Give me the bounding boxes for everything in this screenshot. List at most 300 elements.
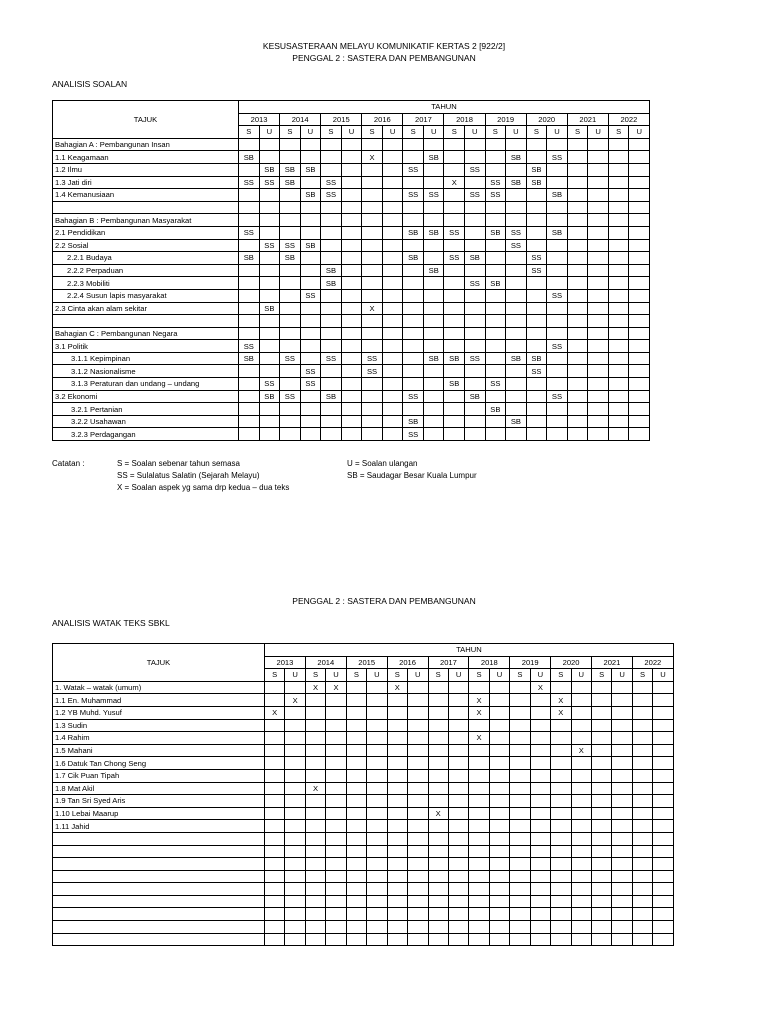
table-cell <box>362 378 383 391</box>
table-cell <box>465 327 486 340</box>
table-cell <box>428 845 448 858</box>
table-cell <box>506 163 527 176</box>
table-cell <box>341 226 362 239</box>
table-cell <box>588 226 609 239</box>
table-cell <box>285 807 305 820</box>
table-cell <box>551 744 571 757</box>
table-cell <box>526 302 547 315</box>
table-cell: SS <box>280 239 301 252</box>
table-cell <box>632 895 652 908</box>
table-cell <box>526 214 547 227</box>
table-cell: SB <box>465 252 486 265</box>
table-cell <box>346 820 366 833</box>
table-cell <box>530 769 550 782</box>
table-row <box>53 706 674 719</box>
table-cell <box>280 365 301 378</box>
table-cell <box>423 138 444 151</box>
table-cell <box>469 858 489 871</box>
section2-heading: ANALISIS WATAK TEKS SBKL <box>52 618 170 628</box>
row-label <box>53 845 265 858</box>
table-cell <box>387 895 407 908</box>
table-cell <box>387 719 407 732</box>
table-cell <box>530 883 550 896</box>
table-cell <box>423 163 444 176</box>
table-cell <box>428 795 448 808</box>
table-cell <box>506 302 527 315</box>
table-cell <box>653 832 673 845</box>
table-cell: SS <box>547 390 568 403</box>
row-label: 1. Watak – watak (umum) <box>53 681 265 694</box>
table-cell <box>571 858 591 871</box>
table-cell <box>448 845 468 858</box>
table-cell <box>629 365 650 378</box>
table-cell <box>367 870 387 883</box>
section1-heading: ANALISIS SOALAN <box>52 79 128 89</box>
table-cell: X <box>362 302 383 315</box>
row-label: 2.2 Sosial <box>53 239 239 252</box>
table-cell <box>280 138 301 151</box>
table-cell <box>567 365 588 378</box>
table-cell: X <box>305 782 325 795</box>
table-cell <box>280 415 301 428</box>
year-2020: 2020 <box>526 113 567 126</box>
row-label: Bahagian B : Pembangunan Masyarakat <box>53 214 239 227</box>
table-cell <box>403 378 424 391</box>
table-cell <box>469 719 489 732</box>
table-cell <box>530 744 550 757</box>
table-cell <box>588 340 609 353</box>
table-cell <box>265 858 285 871</box>
table-cell <box>305 933 325 946</box>
table-cell <box>387 769 407 782</box>
table-cell <box>362 403 383 416</box>
table-cell: SS <box>465 163 486 176</box>
table-cell <box>382 163 403 176</box>
table-cell <box>567 277 588 290</box>
table-cell: SS <box>321 176 342 189</box>
table-cell <box>321 163 342 176</box>
table-cell: SS <box>465 277 486 290</box>
row-label: 1.10 Lebai Maarup <box>53 807 265 820</box>
table-cell <box>588 315 609 328</box>
table-cell: SB <box>506 352 527 365</box>
table-cell: SS <box>403 428 424 441</box>
table-cell <box>632 681 652 694</box>
table-cell <box>382 378 403 391</box>
table-cell <box>367 719 387 732</box>
table-cell <box>362 189 383 202</box>
year-2013: 2013 <box>239 113 280 126</box>
table-cell <box>592 858 612 871</box>
table-cell <box>239 201 260 214</box>
table-cell <box>408 807 428 820</box>
table-cell <box>632 769 652 782</box>
table-cell: SS <box>300 289 321 302</box>
table-cell <box>444 327 465 340</box>
table-cell <box>300 138 321 151</box>
table-cell <box>506 264 527 277</box>
table-cell <box>588 277 609 290</box>
table-cell <box>403 365 424 378</box>
row-label: 1.6 Datuk Tan Chong Seng <box>53 757 265 770</box>
table-cell <box>444 214 465 227</box>
table-cell <box>341 277 362 290</box>
table-cell <box>326 845 346 858</box>
table-cell <box>408 757 428 770</box>
table-cell <box>469 895 489 908</box>
table-cell <box>423 415 444 428</box>
table-cell <box>300 226 321 239</box>
table-cell <box>387 933 407 946</box>
table-cell <box>629 428 650 441</box>
row-label <box>53 832 265 845</box>
table-cell <box>280 289 301 302</box>
table-cell <box>305 732 325 745</box>
table-cell <box>367 732 387 745</box>
col-s: S <box>485 126 506 139</box>
table-cell <box>285 681 305 694</box>
table-cell <box>506 277 527 290</box>
table-cell <box>428 895 448 908</box>
table-cell <box>653 908 673 921</box>
table-cell <box>408 795 428 808</box>
table-row <box>53 694 674 707</box>
table-cell <box>571 845 591 858</box>
table-cell <box>489 757 509 770</box>
table-cell <box>530 706 550 719</box>
table-cell <box>408 845 428 858</box>
table-cell <box>326 933 346 946</box>
table-cell: SS <box>239 176 260 189</box>
table-cell <box>346 694 366 707</box>
table-cell <box>485 365 506 378</box>
table-cell <box>551 732 571 745</box>
table-cell <box>571 706 591 719</box>
table-cell <box>265 782 285 795</box>
table-cell <box>653 732 673 745</box>
col-s: S <box>280 126 301 139</box>
topic-header: TAJUK <box>53 101 239 139</box>
table-cell: SS <box>465 189 486 202</box>
table-cell <box>469 845 489 858</box>
table-cell <box>382 252 403 265</box>
col-u: U <box>629 126 650 139</box>
table-row <box>53 315 650 328</box>
table-cell <box>506 289 527 302</box>
table-cell <box>506 214 527 227</box>
col-s: S <box>346 669 366 682</box>
year-2018: 2018 <box>444 113 485 126</box>
table-cell <box>465 239 486 252</box>
table-cell <box>567 264 588 277</box>
table-cell <box>403 340 424 353</box>
table-cell <box>489 908 509 921</box>
year-2014: 2014 <box>305 656 346 669</box>
table-cell <box>530 832 550 845</box>
table-cell: X <box>387 681 407 694</box>
table-cell <box>510 921 530 934</box>
row-label <box>53 201 239 214</box>
year-2022: 2022 <box>608 113 649 126</box>
table-cell <box>485 302 506 315</box>
table-cell <box>346 832 366 845</box>
table-row <box>53 138 650 151</box>
table-row <box>53 378 650 391</box>
table-cell <box>305 706 325 719</box>
table-cell <box>510 782 530 795</box>
table-cell <box>285 908 305 921</box>
table-cell <box>629 252 650 265</box>
table-cell <box>448 870 468 883</box>
table-cell <box>321 289 342 302</box>
table-cell <box>526 428 547 441</box>
table-cell: SS <box>403 163 424 176</box>
table-cell: SB <box>444 352 465 365</box>
table-cell <box>423 403 444 416</box>
row-label: 3.2.3 Perdagangan <box>53 428 239 441</box>
table-cell <box>362 340 383 353</box>
table-cell <box>265 694 285 707</box>
table-cell <box>551 858 571 871</box>
row-label: 1.3 Jati diri <box>53 176 239 189</box>
table-cell <box>300 302 321 315</box>
table-cell <box>567 176 588 189</box>
section2-subtitle: PENGGAL 2 : SASTERA DAN PEMBANGUNAN <box>292 596 476 606</box>
table-cell <box>571 769 591 782</box>
table-cell <box>592 757 612 770</box>
table-cell <box>547 214 568 227</box>
table-cell <box>382 151 403 164</box>
table-cell <box>300 428 321 441</box>
table-cell <box>403 277 424 290</box>
table-cell <box>588 252 609 265</box>
table-cell <box>632 694 652 707</box>
table-row <box>53 807 674 820</box>
table-cell <box>653 782 673 795</box>
table-cell <box>571 719 591 732</box>
table-cell <box>326 870 346 883</box>
table-cell <box>632 921 652 934</box>
table-cell <box>629 289 650 302</box>
table-cell <box>547 163 568 176</box>
table-cell <box>305 895 325 908</box>
table-cell <box>567 214 588 227</box>
table-cell <box>362 176 383 189</box>
table-cell <box>506 252 527 265</box>
table-cell <box>285 820 305 833</box>
col-s: S <box>592 669 612 682</box>
table-cell <box>448 719 468 732</box>
table-cell <box>510 933 530 946</box>
table-cell <box>280 302 301 315</box>
table-cell <box>608 302 629 315</box>
table-row <box>53 163 650 176</box>
table-cell <box>489 706 509 719</box>
table-cell <box>608 365 629 378</box>
table-cell <box>489 883 509 896</box>
table-cell: SB <box>423 352 444 365</box>
table-cell <box>403 176 424 189</box>
table-cell <box>608 390 629 403</box>
table-cell <box>588 214 609 227</box>
table-cell <box>629 176 650 189</box>
table-cell <box>608 239 629 252</box>
table-cell <box>280 378 301 391</box>
table-cell <box>632 706 652 719</box>
table-cell <box>551 870 571 883</box>
table-cell <box>280 340 301 353</box>
table-cell <box>485 151 506 164</box>
table-cell <box>321 378 342 391</box>
table-cell <box>653 681 673 694</box>
table-cell <box>265 769 285 782</box>
table-cell <box>510 807 530 820</box>
table-cell <box>428 933 448 946</box>
table-cell <box>629 226 650 239</box>
col-u: U <box>259 126 280 139</box>
table-cell <box>551 782 571 795</box>
table-cell: SB <box>321 390 342 403</box>
table-cell <box>305 744 325 757</box>
row-label: 1.1 Keagamaan <box>53 151 239 164</box>
table-cell <box>465 138 486 151</box>
table-row <box>53 340 650 353</box>
table-cell <box>526 340 547 353</box>
table-cell <box>489 681 509 694</box>
table-cell <box>567 428 588 441</box>
table-cell <box>346 921 366 934</box>
table-cell <box>408 933 428 946</box>
table-cell <box>608 352 629 365</box>
table-cell <box>489 895 509 908</box>
table-cell <box>608 289 629 302</box>
table-cell <box>367 807 387 820</box>
table-cell <box>526 315 547 328</box>
table-cell: SB <box>465 390 486 403</box>
table-cell <box>341 138 362 151</box>
table-cell <box>326 908 346 921</box>
table-cell <box>403 403 424 416</box>
table-cell <box>592 681 612 694</box>
table-cell <box>506 378 527 391</box>
table-cell <box>612 706 632 719</box>
table-cell <box>285 769 305 782</box>
table-cell <box>285 719 305 732</box>
table-cell <box>428 870 448 883</box>
table-cell <box>265 820 285 833</box>
table-cell <box>448 895 468 908</box>
table-cell <box>321 315 342 328</box>
row-label: Bahagian A : Pembangunan Insan <box>53 138 239 151</box>
table-cell <box>367 845 387 858</box>
table-cell <box>612 921 632 934</box>
table-cell <box>428 681 448 694</box>
table-cell <box>612 870 632 883</box>
table-cell <box>485 252 506 265</box>
table-cell <box>300 352 321 365</box>
table-cell <box>367 795 387 808</box>
col-s: S <box>265 669 285 682</box>
table-cell <box>530 757 550 770</box>
table-cell <box>428 757 448 770</box>
table-cell <box>448 744 468 757</box>
table-cell <box>485 214 506 227</box>
table-cell <box>259 214 280 227</box>
table-cell <box>346 883 366 896</box>
table-cell: X <box>362 151 383 164</box>
table-cell: SS <box>259 378 280 391</box>
table-cell <box>387 694 407 707</box>
table-cell <box>588 201 609 214</box>
year-2020: 2020 <box>551 656 592 669</box>
table-cell <box>571 883 591 896</box>
table-cell <box>239 365 260 378</box>
row-label: 1.11 Jahid <box>53 820 265 833</box>
table-cell: SB <box>403 252 424 265</box>
table-cell <box>592 921 612 934</box>
table-cell <box>300 252 321 265</box>
table-cell <box>428 732 448 745</box>
table-cell <box>510 795 530 808</box>
table-cell <box>362 428 383 441</box>
table-cell <box>403 302 424 315</box>
table-cell <box>612 858 632 871</box>
table-cell <box>265 832 285 845</box>
table-cell <box>506 428 527 441</box>
table-cell <box>346 782 366 795</box>
table-cell <box>321 340 342 353</box>
note-sb: SB = Saudagar Besar Kuala Lumpur <box>347 471 477 480</box>
table-cell: SS <box>362 365 383 378</box>
table-cell <box>300 214 321 227</box>
table-cell <box>510 694 530 707</box>
table-cell: SB <box>300 163 321 176</box>
year-2022: 2022 <box>632 656 673 669</box>
table-cell <box>300 403 321 416</box>
table-cell <box>428 858 448 871</box>
table-cell <box>448 921 468 934</box>
table-cell <box>408 908 428 921</box>
table-cell: SB <box>506 415 527 428</box>
note-s: S = Soalan sebenar tahun semasa <box>117 459 240 468</box>
table-cell <box>592 694 612 707</box>
table-row <box>53 239 650 252</box>
table-cell <box>300 390 321 403</box>
table-cell <box>444 264 465 277</box>
table-cell <box>506 315 527 328</box>
table-cell <box>608 403 629 416</box>
row-label: Bahagian C : Pembangunan Negara <box>53 327 239 340</box>
table-cell <box>551 719 571 732</box>
table-cell <box>526 277 547 290</box>
table-cell <box>341 264 362 277</box>
table-cell <box>428 782 448 795</box>
table-cell <box>300 340 321 353</box>
table-cell <box>280 151 301 164</box>
table-cell <box>632 858 652 871</box>
table-cell <box>592 795 612 808</box>
table-cell <box>265 908 285 921</box>
table-cell <box>551 757 571 770</box>
table-cell: SB <box>259 390 280 403</box>
table-cell <box>280 201 301 214</box>
table-cell <box>567 378 588 391</box>
table-cell <box>629 403 650 416</box>
table-cell <box>629 214 650 227</box>
table-cell <box>526 201 547 214</box>
table-row <box>53 390 650 403</box>
table-cell <box>346 845 366 858</box>
